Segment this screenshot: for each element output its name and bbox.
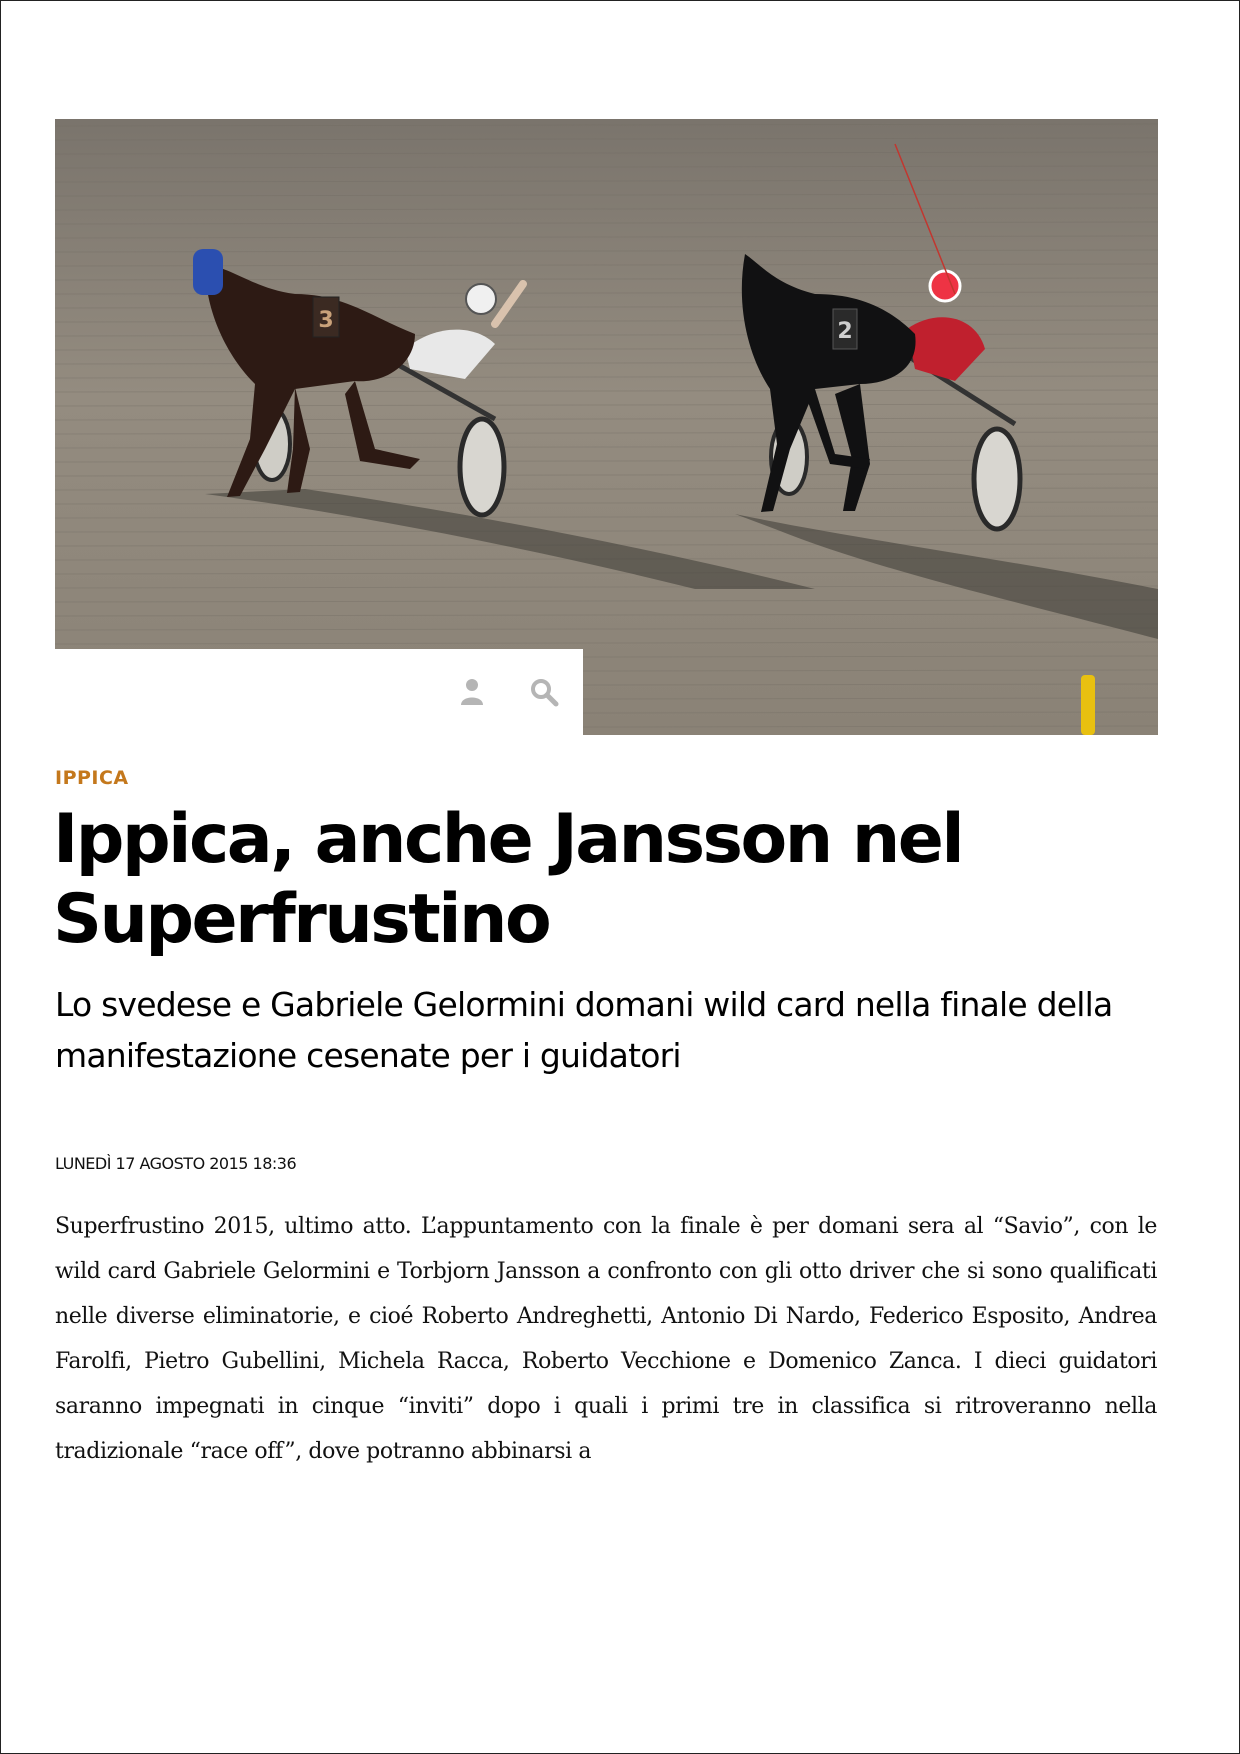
article-subtitle: Lo svedese e Gabriele Gelormini domani wild card nella finale della manifestazione cesenate per i guidatori <box>55 985 1113 1075</box>
user-icon[interactable] <box>457 677 487 707</box>
harness-race-photo <box>55 119 1158 735</box>
saddle-cloth-number-right: 2 <box>837 319 853 344</box>
article-toolbar <box>55 649 583 735</box>
search-icon[interactable] <box>529 677 559 707</box>
article-body: Superfrustino 2015, ultimo atto. L’appuntamento con la finale è per domani sera al “Savio”, con le wild card Gabriele Gelormini e Torbjorn Jansson a confronto con gli otto driver che si sono qualificati nelle diverse eliminatorie, e cioé Roberto Andreghetti, Antonio Di Nardo, Federico Esposito, Andrea Farolfi, Pietro Gubellini, Michela Racca, Roberto Vecchione e Domenico Zanca. I dieci guidatori saranno impegnati in cinque “inviti” dopo i quali i primi tre in classifica si ritroveranno nella tradizionale “race off”, dove potranno abbinarsi a <box>55 1214 1157 1464</box>
article-title: Ippica, anche Jansson nel Superfrustino <box>53 800 963 959</box>
article-category[interactable]: IPPICA <box>55 767 129 789</box>
article-dateline: LUNEDÌ 17 AGOSTO 2015 18:36 <box>55 1154 297 1173</box>
hero-photo <box>55 119 1158 735</box>
saddle-cloth-number-left: 3 <box>318 308 334 333</box>
